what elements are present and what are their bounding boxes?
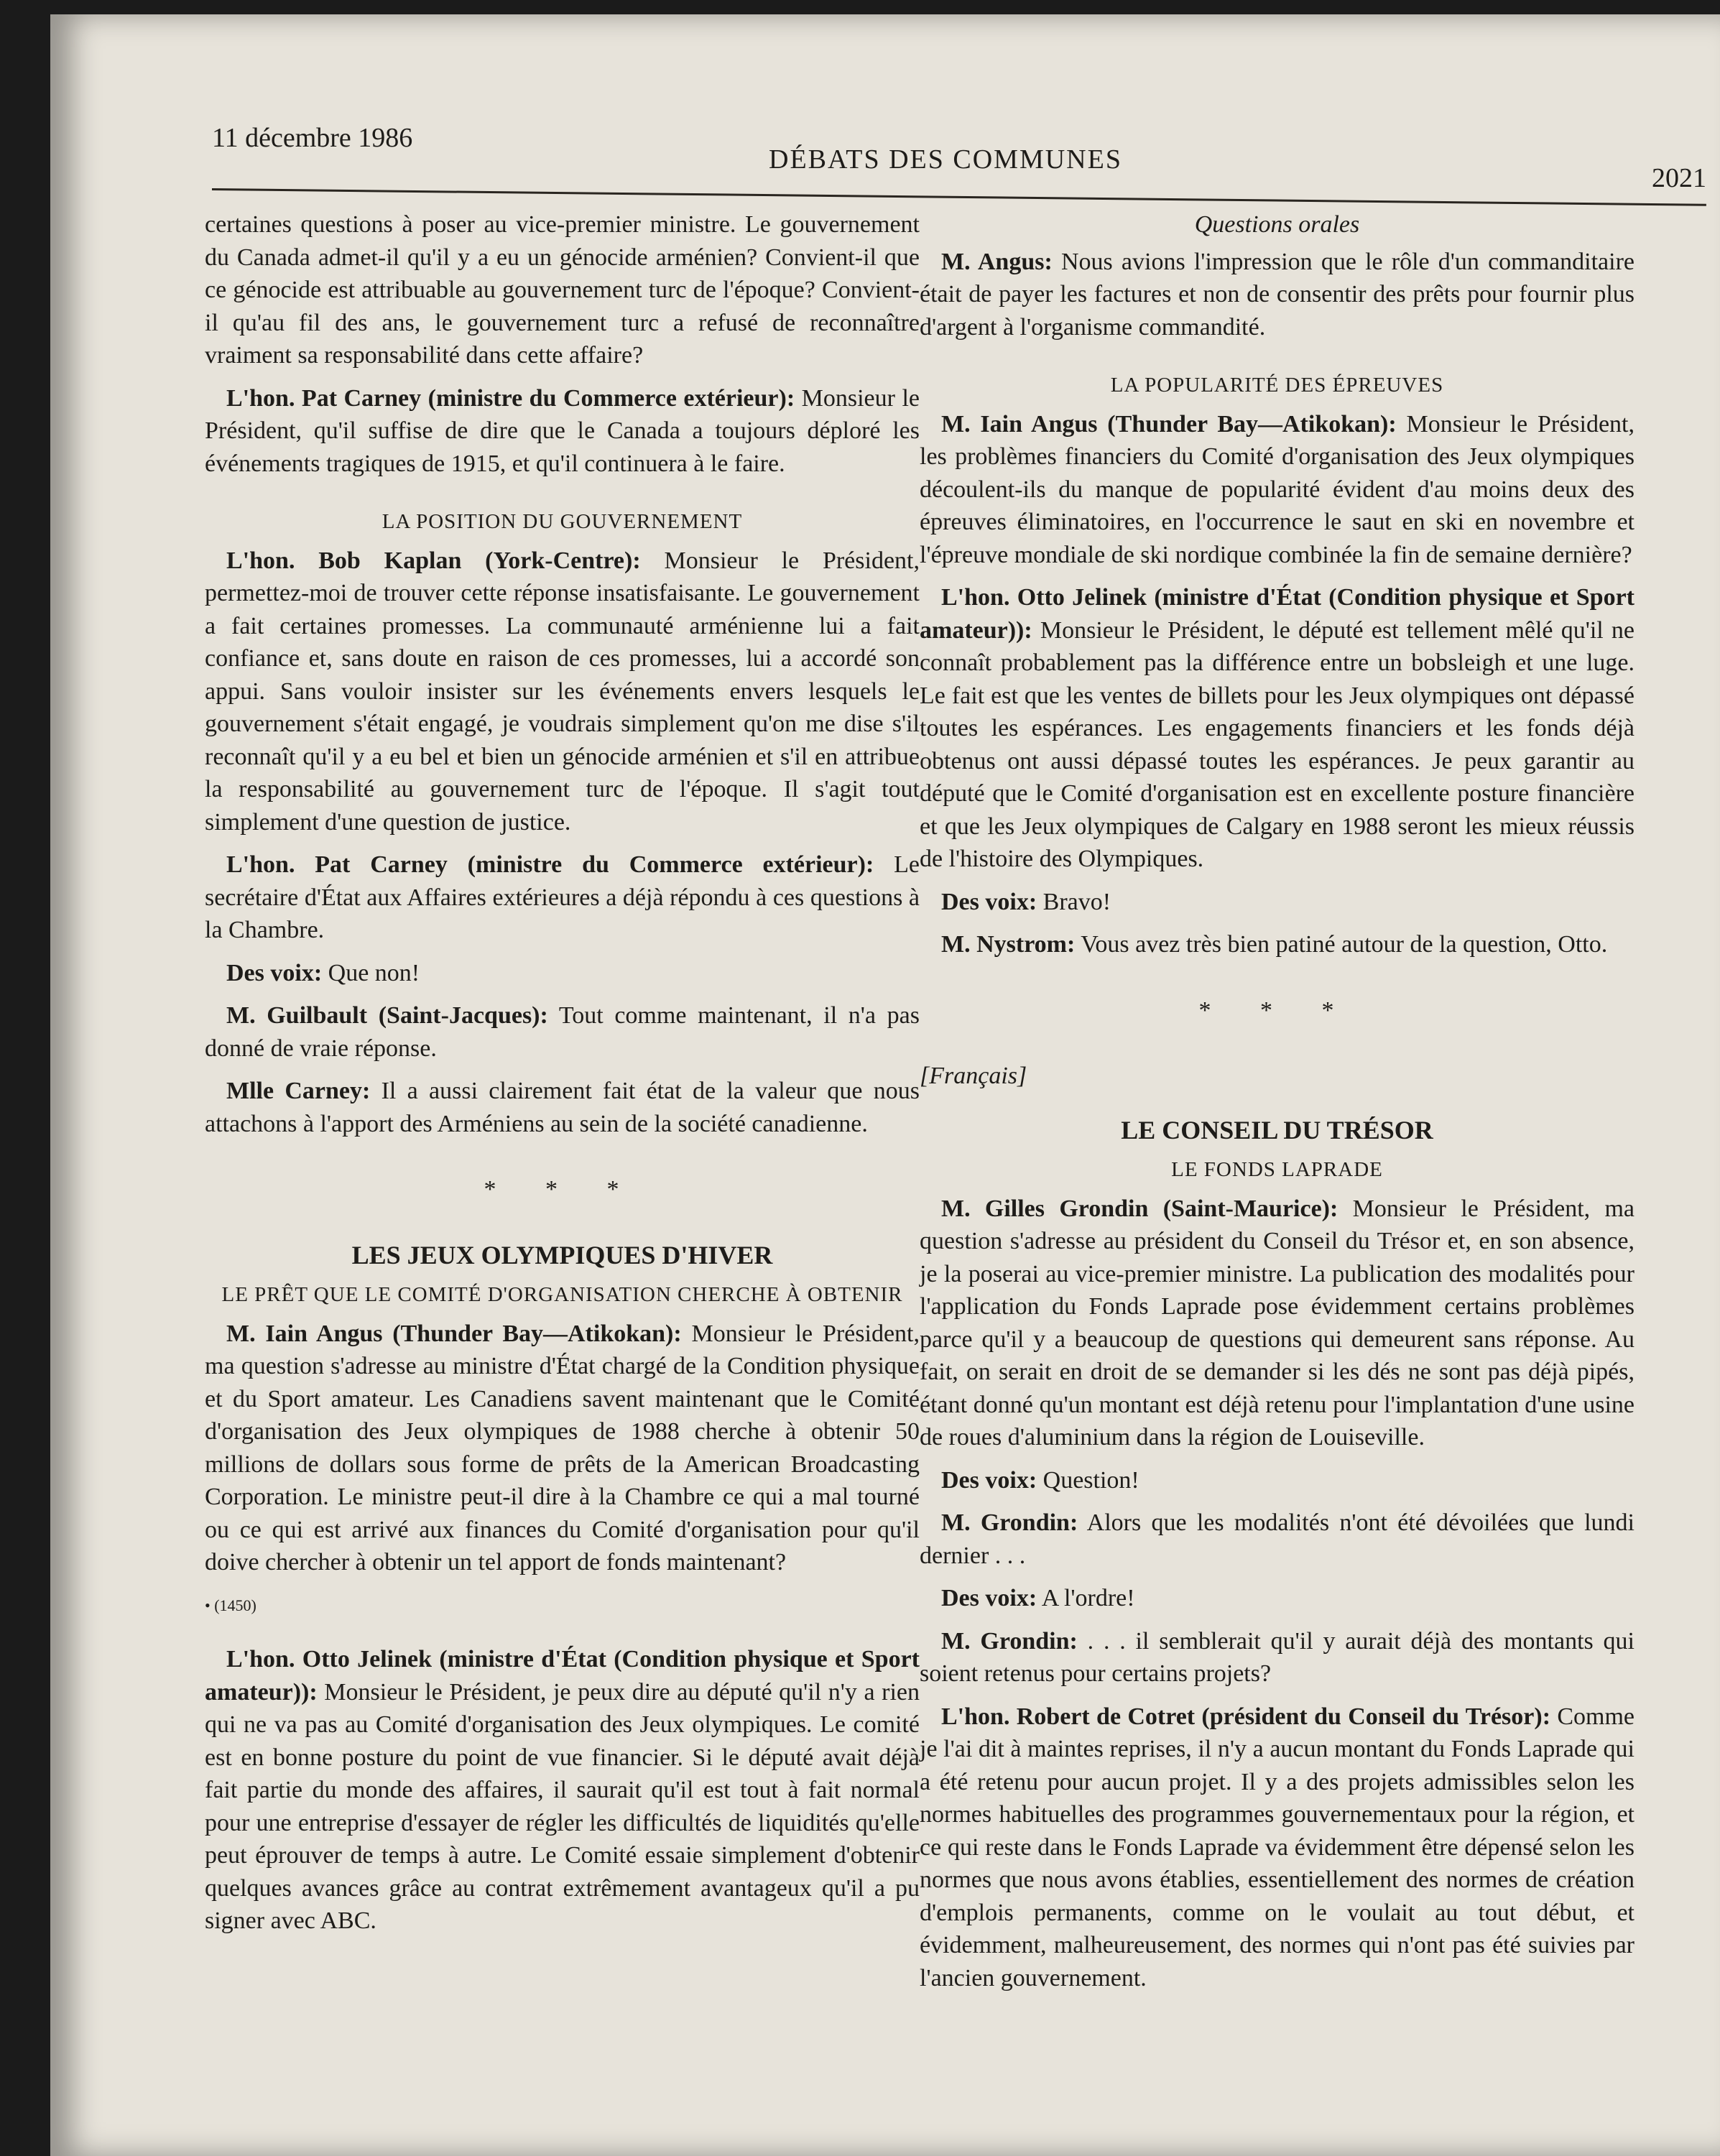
speaker: Des voix: <box>941 888 1037 915</box>
speech-text: . . . il semblerait qu'il y aurait déjà des montants qui soient retenus pour certains projets? <box>920 1627 1635 1687</box>
section-title: LE PRÊT QUE LE COMITÉ D'ORGANISATION CHERCHE À OBTENIR <box>221 1283 903 1306</box>
speech-text: Tout comme maintenant, il n'a pas donné de vraie réponse. <box>205 1002 920 1062</box>
speech-text: Monsieur le Président, ma question s'adresse au président du Conseil du Trésor et, en son absence, je la poserai au vice-premier ministre. La publication des modalités pour l'application du Fonds Laprade pose évidemment certains problèmes parce qu'il y a beaucoup de questions qui demeurent sans réponse. Au fait, on serait en droit de se demander si les dés ne sont pas déjà pipés, étant donné qu'un montant est déjà retenu pour l'implantation d'une usine de roues d'aluminium dans la région de Louiseville. <box>920 1195 1635 1451</box>
speech-text: Il a aussi clairement fait état de la valeur que nous attachons à l'apport des Arméniens au sein de la société canadienne. <box>205 1078 920 1137</box>
section-separator: * * * <box>1198 996 1356 1024</box>
speaker: L'hon. Bob Kaplan (York-Centre): <box>226 547 641 574</box>
speaker: M. Gilles Grondin (Saint-Maurice): <box>941 1195 1338 1222</box>
speech <box>920 1464 1635 1497</box>
section-heading: LES JEUX OLYMPIQUES D'HIVER <box>351 1240 773 1269</box>
speech-text: Monsieur le Président, je peux dire au député qu'il n'y a rien qui ne va pas au Comité d'organisation des Jeux olympiques. Le comité est en bonne posture du point de vue financier. Si le député avait déjà fait partie du monde des affaires, il saurait qu'il est tout à fait normal pour une entreprise d'essayer de régler les difficultés de liquidités qu'elle peut éprouver de temps à autre. Le Comité essaie simplement d'obtenir quelques avances grâce au contrat extrêmement avantageux qu'il a pu signer avec ABC. <box>205 1678 920 1934</box>
document-page <box>50 14 1720 2156</box>
speech <box>205 999 920 1065</box>
speech-text: Question! <box>1037 1466 1139 1494</box>
speech-text: Monsieur le Président, qu'il suffise de dire que le Canada a toujours déploré les événements tragiques de 1915, et qu'il continuera à le faire. <box>205 384 920 477</box>
language-marker: [Français] <box>920 1063 1027 1089</box>
left-column <box>205 208 920 1948</box>
speech <box>920 1701 1635 1995</box>
speech <box>205 382 920 481</box>
page-header <box>212 115 1706 193</box>
speech-text: Le secrétaire d'État aux Affaires extérieures a déjà répondu à ces questions à la Chambre. <box>205 851 920 943</box>
section-separator: * * * <box>484 1176 641 1203</box>
speech-text: Monsieur le Président, ma question s'adresse au ministre d'État chargé de la Condition physique et du Sport amateur. Les Canadiens savent maintenant que le Comité d'organisation des Jeux olympiques de 1988 cherche à obtenir 50 millions de dollars sous forme de prêts de la American Broadcasting Corporation. Le ministre peut-il dire à la Chambre ce qui a mal tourné ou ce qui est arrivé aux finances du Comité d'organisation pour qu'il doive chercher à obtenir un tel apport de fonds maintenant? <box>205 1320 920 1576</box>
section-title: LE FONDS LAPRADE <box>1171 1158 1383 1181</box>
speech <box>205 545 920 839</box>
header-title: DÉBATS DES COMMUNES <box>769 144 1122 175</box>
speech <box>205 1075 920 1140</box>
speech <box>205 1318 920 1579</box>
time-mark: • (1450) <box>205 1596 256 1614</box>
speaker: L'hon. Pat Carney (ministre du Commerce extérieur): <box>226 851 874 878</box>
speech-text: Monsieur le Président, permettez-moi de trouver cette réponse insatisfaisante. Le gouvernement a fait certaines promesses. La communauté arménienne lui a fait confiance et, sans doute en raison de ces promesses, lui a accordé son appui. Sans vouloir insister sur les événements envers lesquels le gouvernement s'était engagé, je voudrais simplement qu'on me dise s'il reconnaît qu'il y a eu bel et bien un génocide arménien et s'il en attribue la responsabilité au gouvernement turc de l'époque. Il s'agit tout simplement d'une question de justice. <box>205 547 920 836</box>
speech <box>920 1193 1635 1454</box>
speaker: Des voix: <box>941 1585 1037 1611</box>
speech-text: Bravo! <box>1037 888 1111 915</box>
speech <box>920 1625 1635 1690</box>
speech <box>920 581 1635 876</box>
speech-text: Monsieur le Président, le député est tellement mêlé qu'il ne connaît probablement pas la différence entre un bobsleigh et une luge. Le fait est que les ventes de billets pour les Jeux olympiques ont dépassé toutes les espérances. Les engagements financiers et les fonds déjà obtenus ont aussi dépassé toutes les espérances. Je peux garantir au député que le Comité d'organisation est en excellente posture financière et que les Jeux olympiques de Calgary en 1988 seront les mieux réussis de l'histoire des Olympiques. <box>920 616 1635 872</box>
speaker: M. Angus: <box>941 248 1053 275</box>
section-heading: LE CONSEIL DU TRÉSOR <box>1121 1115 1433 1144</box>
speech <box>920 928 1635 961</box>
speech <box>920 1582 1635 1615</box>
speech <box>920 246 1635 344</box>
speaker: M. Guilbault (Saint-Jacques): <box>226 1002 548 1029</box>
right-column <box>920 208 1635 2004</box>
speech-text: A l'ordre! <box>1037 1585 1135 1611</box>
speaker: L'hon. Otto Jelinek (ministre d'État (Condition physique et Sport amateur)): <box>205 1646 920 1706</box>
speech-text: Que non! <box>322 959 420 986</box>
speaker: Des voix: <box>226 959 323 986</box>
speech <box>205 957 920 990</box>
speech <box>205 1643 920 1938</box>
speaker: M. Iain Angus (Thunder Bay—Atikokan): <box>941 410 1397 438</box>
speech <box>205 848 920 947</box>
speaker: M. Grondin: <box>941 1627 1078 1655</box>
speaker: Des voix: <box>941 1466 1037 1494</box>
speech-text: Monsieur le Président, les problèmes financiers du Comité d'organisation des Jeux olympiques découlent-ils du manque de popularité évident d'au moins deux des épreuves éliminatoires, en l'occurrence le saut en ski en novembre et l'épreuve mondiale de ski nordique combinée la fin de semaine dernière? <box>920 410 1635 568</box>
speech-text: Comme je l'ai dit à maintes reprises, il n'y a aucun montant du Fonds Laprade qui a été retenu pour aucun projet. Il y a des projets admissibles selon les normes habituelles des programmes gouvernementaux pour la région, et ce qui reste dans le Fonds Laprade va évidemment être dépensé selon les normes que nous avons établies, essentiellement des normes de création d'emplois permanents, comme on le voulait au tout début, et évidemment, malheureusement, des normes qui n'ont pas été suivies par l'ancien gouvernement. <box>920 1703 1635 1991</box>
speech <box>920 886 1635 919</box>
speech-text: Nous avions l'impression que le rôle d'un commanditaire était de payer les factures et non de consentir des prêts pour fournir plus d'argent à l'organisme commandité. <box>920 248 1635 341</box>
header-page-number: 2021 <box>1652 163 1706 193</box>
paragraph: certaines questions à poser au vice-premier ministre. Le gouvernement du Canada admet-il qu'il y a eu un génocide arménien? Convient-il que ce génocide est attribuable au gouvernement turc de l'époque? Convient-il qu'au fil des ans, le gouvernement turc a refusé de reconnaître vraiment sa responsabilité dans cette affaire? <box>205 211 920 369</box>
speaker: M. Grondin: <box>941 1509 1078 1536</box>
speaker: M. Iain Angus (Thunder Bay—Atikokan): <box>226 1320 682 1347</box>
speaker: L'hon. Otto Jelinek (ministre d'État (Condition physique et Sport amateur)): <box>920 584 1635 644</box>
header-rule <box>212 188 1706 206</box>
speech <box>920 1507 1635 1572</box>
speaker: L'hon. Pat Carney (ministre du Commerce extérieur): <box>226 384 795 412</box>
speech-text: Vous avez très bien patiné autour de la question, Otto. <box>1075 931 1608 958</box>
speaker: L'hon. Robert de Cotret (président du Conseil du Trésor): <box>941 1703 1551 1730</box>
speaker: M. Nystrom: <box>941 931 1076 958</box>
section-title: LA POPULARITÉ DES ÉPREUVES <box>1110 374 1444 397</box>
speaker: Mlle Carney: <box>226 1078 371 1104</box>
section-title: LA POSITION DU GOUVERNEMENT <box>382 510 743 533</box>
header-date: 11 décembre 1986 <box>212 123 413 153</box>
speech-text: Alors que les modalités n'ont été dévoilées que lundi dernier . . . <box>920 1509 1635 1569</box>
speech <box>920 408 1635 572</box>
running-title: Questions orales <box>1194 211 1360 238</box>
